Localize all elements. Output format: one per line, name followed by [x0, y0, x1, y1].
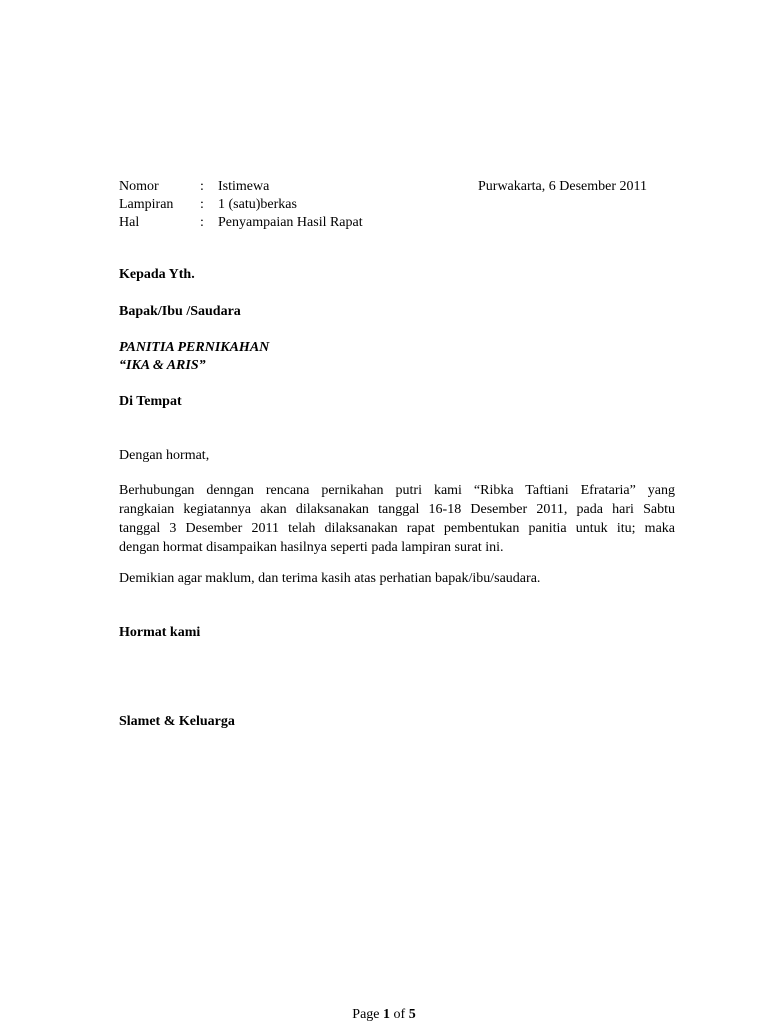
- meta-value: 1 (satu)berkas: [218, 197, 297, 212]
- greeting: Dengan hormat,: [119, 448, 210, 463]
- meta-label: Hal: [119, 215, 140, 230]
- paragraph-line: rangkaian kegiatannya akan dilaksanakan tanggal 16-18 Desember 2011, pada hari Sabtu: [119, 502, 675, 517]
- recipient-couple: “IKA & ARIS”: [119, 358, 206, 373]
- place-date: Purwakarta, 6 Desember 2011: [478, 179, 647, 194]
- recipient-salutation: Bapak/Ibu /Saudara: [119, 304, 241, 319]
- footer-current-page: 1: [383, 1007, 391, 1022]
- meta-label: Nomor: [119, 179, 159, 194]
- paragraph-line: dengan hormat disampaikan hasilnya seperti pada lampiran surat ini.: [119, 540, 504, 555]
- paragraph-line: Berhubungan denngan rencana pernikahan putri kami “Ribka Taftiani Efrataria” yang: [119, 483, 675, 498]
- meta-colon: :: [200, 215, 204, 230]
- body-paragraph-2: Demikian agar maklum, dan terima kasih atas perhatian bapak/ibu/saudara.: [119, 571, 541, 586]
- footer-page-word: Page: [352, 1007, 380, 1022]
- recipient-kepada: Kepada Yth.: [119, 267, 195, 282]
- footer-total-pages: 5: [408, 1007, 416, 1022]
- meta-label: Lampiran: [119, 197, 174, 212]
- meta-value: Penyampaian Hasil Rapat: [218, 215, 363, 230]
- page-footer: [0, 1006, 768, 1024]
- meta-value: Istimewa: [218, 179, 270, 194]
- meta-colon: :: [200, 197, 204, 212]
- paragraph-line: tanggal 3 Desember 2011 telah dilaksanakan rapat pembentukan panitia untuk itu; maka: [119, 521, 675, 536]
- closing-regards: Hormat kami: [119, 625, 201, 640]
- footer-of-word: of: [393, 1007, 406, 1022]
- meta-colon: :: [200, 179, 204, 194]
- recipient-committee: PANITIA PERNIKAHAN: [119, 340, 270, 355]
- recipient-place: Di Tempat: [119, 394, 182, 409]
- body-paragraph-1: [119, 481, 675, 557]
- signature-name: Slamet & Keluarga: [119, 714, 235, 729]
